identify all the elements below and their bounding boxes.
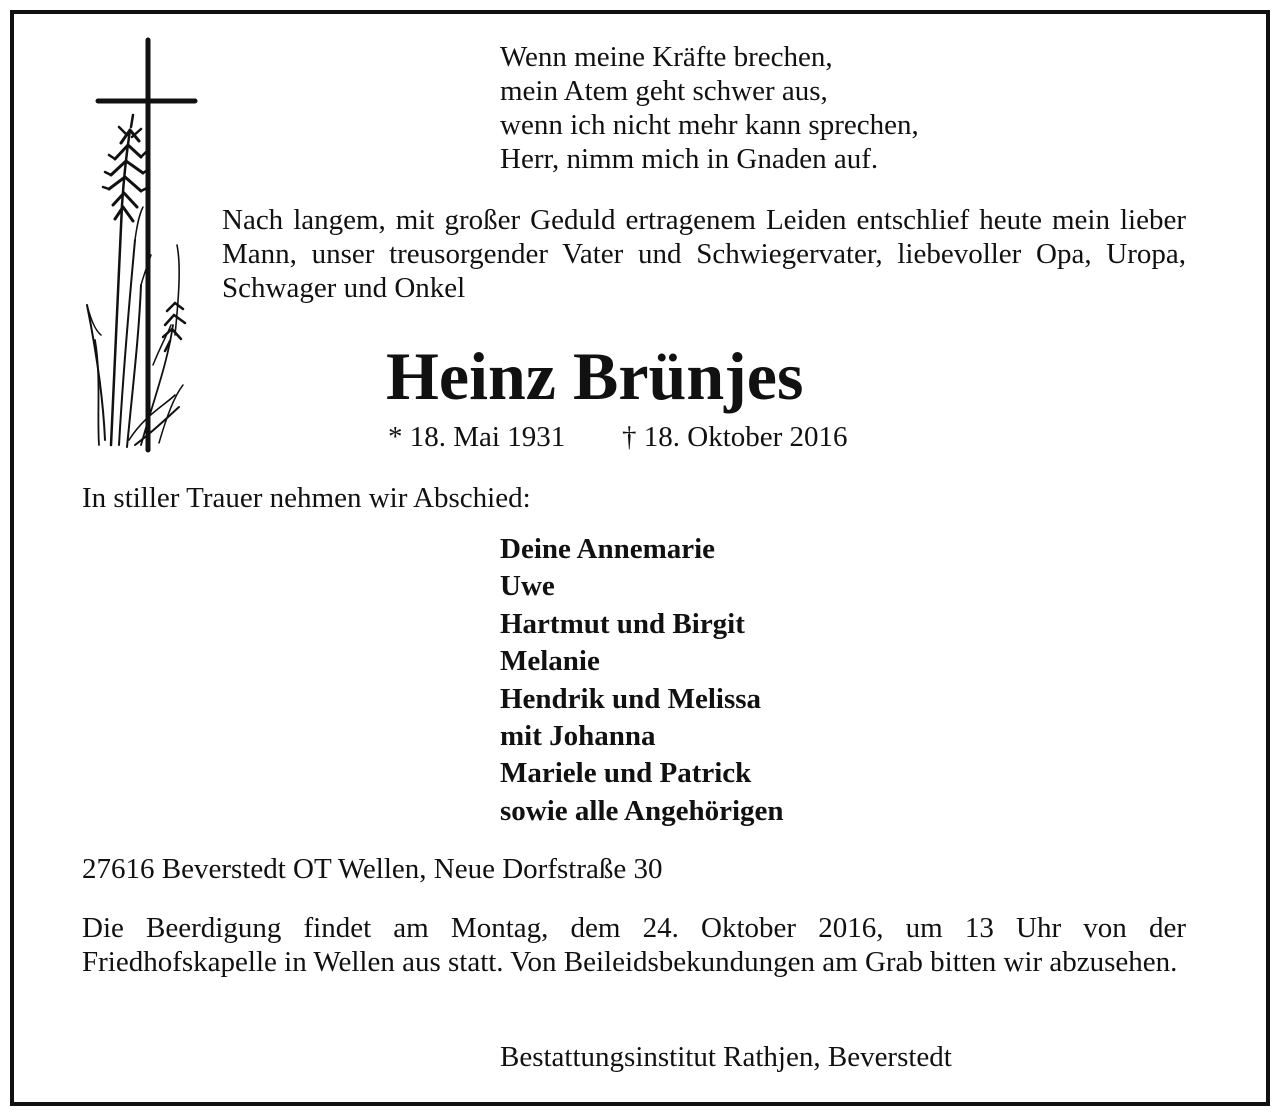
intro-paragraph: Nach langem, mit großer Geduld ertragenem Leiden entschlief heute mein lieber Mann, unser treusorgender Vater und Schwiegervater, liebevoller Opa, Uropa, Schwager und Onkel <box>222 204 1186 304</box>
death-date: † 18. Oktober 2016 <box>622 421 848 453</box>
poem-line: Wenn meine Kräfte brechen, <box>500 41 833 73</box>
mourner-entry: Melanie <box>500 645 600 678</box>
mourner-entry: Uwe <box>500 570 555 603</box>
mourner-entry: Deine Annemarie <box>500 533 716 565</box>
poem-line: wenn ich nicht mehr kann sprechen, <box>500 109 919 141</box>
poem <box>500 40 919 176</box>
mourner-entry: sowie alle Angehörigen <box>500 794 784 827</box>
farewell-line: In stiller Trauer nehmen wir Abschied: <box>82 482 531 514</box>
mourner-entry: Mariele und Patrick <box>500 757 752 790</box>
funeral-notice: Die Beerdigung findet am Montag, dem 24. Oktober 2016, um 13 Uhr von der Friedhofskapelle in Wellen aus statt. Von Beileidsbekundungen am Grab bitten wir abzusehen. <box>82 912 1186 978</box>
mourner-entry: Hendrik und Melissa <box>500 682 762 715</box>
deceased-name: Heinz Brünjes <box>386 338 804 414</box>
birth-date: * 18. Mai 1931 <box>388 421 566 453</box>
poem-line: Herr, nimm mich in Gnaden auf. <box>500 143 879 175</box>
cross-with-grass-icon <box>75 35 215 455</box>
family-address: 27616 Beverstedt OT Wellen, Neue Dorfstraße 30 <box>82 853 663 885</box>
poem-line: mein Atem geht schwer aus, <box>500 75 828 107</box>
mourner-entry: mit Johanna <box>500 720 656 753</box>
mourner-entry: Hartmut und Birgit <box>500 607 745 640</box>
mourners-list <box>500 531 784 830</box>
undertaker: Bestattungsinstitut Rathjen, Beverstedt <box>500 1041 952 1073</box>
